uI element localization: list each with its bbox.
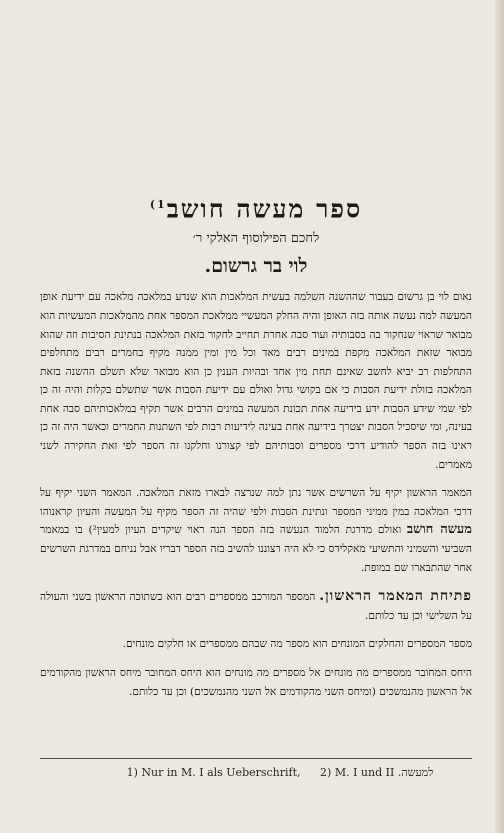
paragraph-structure — [40, 484, 472, 577]
paragraph-definition-ratio — [40, 664, 472, 701]
paragraph-text: היחס המחובר ממספרים מה מונחים אל מספרים מה מונחים הוא היחס המחובר מיחס הראשון מהקודמים אל הראשון מהנמשכים (ומיחס השני מהקודמים אל השני מהנמשכים) וכן עד כלותם. — [40, 667, 472, 698]
book-subtitle: לחכם הפילוסוף האלקי ר׳ — [192, 231, 320, 247]
book-author: לוי בר גרשום. — [204, 255, 308, 278]
paragraph-text: ואולם מדרגת הלמוד הנעשה בזה הספר הנה ראוי שיקדים העיון למעין²) בו במאמר השביעי והשמיני והתשיעי מאקלידס כי לא היה רצוננו להשיב בזה הספר דבריו אבל נניחם במדרגת השרשים אחר שהתבארו שם במופת. — [40, 524, 472, 574]
book-title-text: ספר מעשה חושב — [166, 194, 363, 224]
footnotes — [100, 766, 460, 779]
footnote-2-prefix: 2) M. I und II — [320, 766, 395, 779]
paragraph-text: המספר המורכב ממספרים רבים הוא כשתוכה הראשון בשני והעולה על השלישי וכן עד כלותם. — [40, 591, 472, 622]
section-heading: פתיחת המאמר הראשון. — [319, 588, 472, 605]
book-title — [40, 190, 472, 224]
page-gutter — [495, 0, 504, 833]
footnote-2 — [320, 766, 433, 779]
paragraph-text: המאמר הראשון יקיף על השרשים אשר נתן למה שנרצה לבארו מזאת המלאכה. המאמר השני יקיף על דרכי המלאכה במין ממיני המספר ונתינת הסבות ולפי שהיה זה הספר מקיף על המעשה והעיון קראנוהו — [40, 487, 472, 518]
paragraph-first-treatise — [40, 587, 472, 625]
book-name-term: מעשה חושב — [406, 522, 472, 538]
main-content — [40, 190, 472, 711]
footnote-divider — [40, 758, 472, 759]
footnote-2-hebrew: למעשה. — [397, 766, 434, 779]
paragraph-text: מספר המספרים והחלקים המונחים הוא מספר מה שבהם ממספרים או חלקים מונחים. — [122, 638, 472, 651]
paragraph-text: נאום לוי בן גרשום בעבור שההשנה השלמה בעשית המלאכות הוא שנדע במלאכה מלאכה עם ידיעת אופן המעשה למה נעשה אותה בזה האופן והיה החלק המעשיי ממלאכת המספר אחת מהמלאכות המעשיות הוא מבואר שראוי שנחקור בה בסבותיה ועוד סבה אחרת תחייב לחקור בזאת המלאכה בנתינת הסיבות וזה שהוא מבואר שזאת המלאכה מקפת במינים רבים מאד וכל מין ומין ממנה מקיף בחמרים רבים מתחלפים התחלפות רב יביא לחשב שאינם תחת מין אחד ובהיות הענין כן הוא מבואר שלא תשלם ההשנה בזאת המלאכה בזולת ידיעת הסבות כי אם בקושי גדול ואולם עם ידיעת הסבות אשר שתשלם בקלות והיה זה כן לפי שמי שידע הסבות ידע בידיעה אחת תכונת המעשה במינים הרבים אשר תקיף במלאכותיהם סבה אחת בעינה, ומי שיסכיל הסבות יצטרך בידיעה אחת בעינה לידיעות רבות לפי השתנות החמרים וכאשר היה זה כן ראינו בזה הספר להודיע דרכי מספרים וסבותיהם לפי קצורנו וחלקנו זה הספר לפי זאת החקירה לשני מאמרים. — [40, 291, 472, 471]
paragraph-definition-count — [40, 635, 472, 654]
title-footnote-mark: 1) — [149, 198, 167, 211]
footnote-1: 1) Nur in M. I als Ueberschrift, — [126, 766, 301, 779]
paragraph-introduction — [40, 288, 472, 474]
